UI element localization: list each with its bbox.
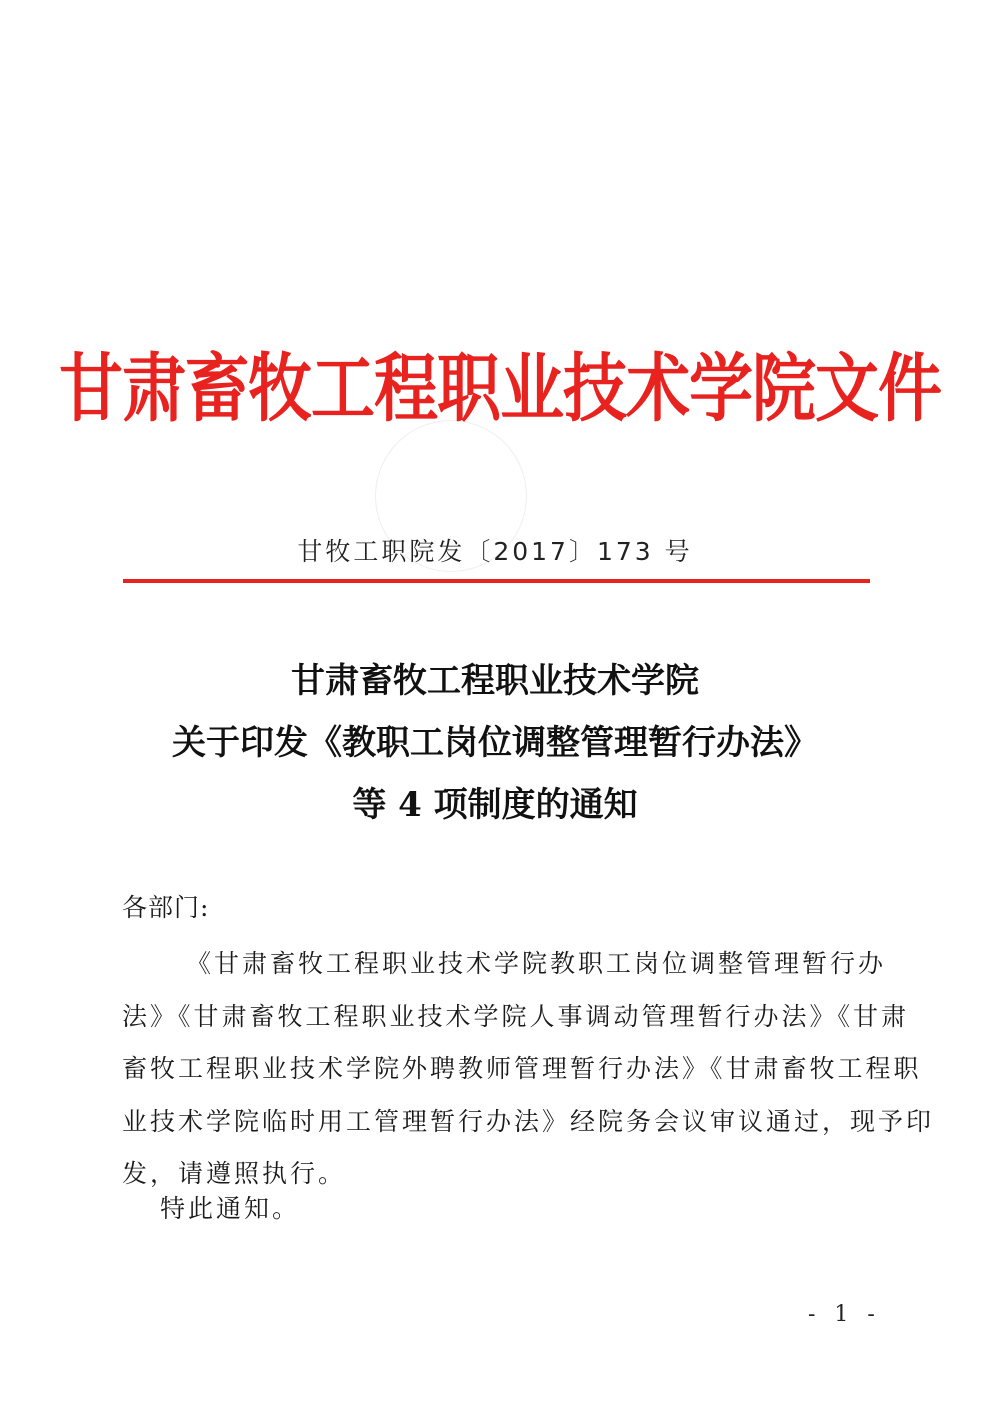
body-line-3: 畜牧工程职业技术学院外聘教师管理暂行办法》《甘肃畜牧工程职: [122, 1054, 922, 1084]
closing-remark: 特此通知。: [160, 1194, 301, 1223]
document-number: 甘牧工职院发〔2017〕173 号: [297, 537, 693, 566]
body-line-2: 法》《甘肃畜牧工程职业技术学院人事调动管理暂行办法》《甘肃: [122, 1001, 910, 1031]
body-line-5: 发，请遵照执行。: [122, 1159, 347, 1189]
notice-body: [122, 938, 935, 1201]
page-number: - 1 -: [808, 1302, 881, 1327]
title-line-1: 甘肃畜牧工程职业技术学院: [291, 661, 699, 701]
red-divider-line: [123, 579, 870, 583]
body-line-4: 业技术学院临时用工管理暂行办法》经院务会议审议通过，现予印: [122, 1106, 935, 1136]
title-line-3: 等 4 项制度的通知: [352, 785, 638, 825]
salutation: 各部门:: [122, 893, 210, 922]
document-masthead: 甘肃畜牧工程职业技术学院文件: [59, 347, 941, 433]
notice-title: [0, 650, 990, 836]
title-line-2: 关于印发《教职工岗位调整管理暂行办法》: [172, 723, 818, 763]
body-line-1: 《甘肃畜牧工程职业技术学院教职工岗位调整管理暂行办: [186, 949, 887, 978]
